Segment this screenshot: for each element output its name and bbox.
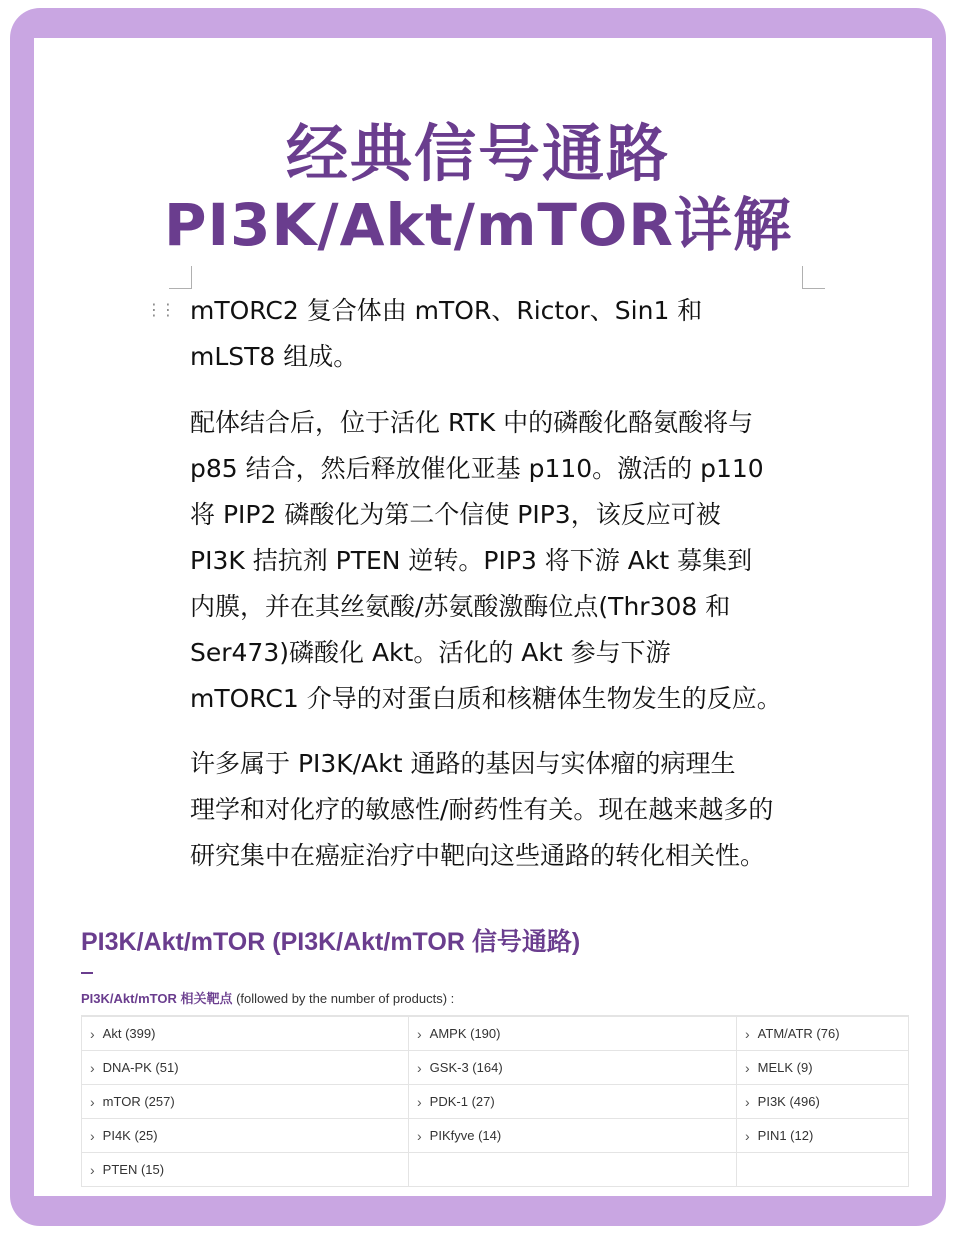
section-subtitle-rest: (followed by the number of products) : bbox=[232, 991, 455, 1006]
drag-handle-icon[interactable]: ⋮⋮ bbox=[146, 300, 174, 319]
target-label: AMPK (190) bbox=[429, 1026, 501, 1041]
chevron-right-icon: › bbox=[90, 1161, 95, 1178]
target-link[interactable] bbox=[81, 1153, 408, 1187]
target-label: PI4K (25) bbox=[102, 1128, 158, 1143]
paragraph-line: Ser473)磷酸化 Akt。活化的 Akt 参与下游 bbox=[190, 638, 671, 667]
paragraph-2[interactable] bbox=[190, 400, 810, 722]
chevron-right-icon: › bbox=[745, 1059, 750, 1076]
section-subtitle-bold: PI3K/Akt/mTOR 相关靶点 bbox=[81, 991, 233, 1006]
page-margin-corner-right bbox=[802, 266, 825, 289]
target-label: DNA-PK (51) bbox=[102, 1060, 179, 1075]
target-label: ATM/ATR (76) bbox=[757, 1026, 840, 1041]
chevron-right-icon: › bbox=[745, 1127, 750, 1144]
target-link[interactable] bbox=[408, 1051, 736, 1085]
target-grid bbox=[81, 1015, 909, 1187]
target-empty-cell bbox=[408, 1153, 736, 1187]
paragraph-line: mTORC1 介导的对蛋白质和核糖体生物发生的反应。 bbox=[190, 684, 782, 713]
target-link[interactable] bbox=[408, 1085, 736, 1119]
paragraph-line: mTORC2 复合体由 mTOR、Rictor、Sin1 和 bbox=[190, 296, 703, 325]
target-link[interactable] bbox=[81, 1051, 408, 1085]
title-line-1: 经典信号通路 bbox=[285, 117, 670, 190]
target-link[interactable] bbox=[408, 1119, 736, 1153]
paragraph-line: 将 PIP2 磷酸化为第二个信使 PIP3，该反应可被 bbox=[190, 500, 721, 529]
paragraph-line: 许多属于 PI3K/Akt 通路的基因与实体瘤的病理生 bbox=[190, 749, 736, 778]
target-label: PTEN (15) bbox=[102, 1162, 165, 1177]
paragraph-line: 内膜，并在其丝氨酸/苏氨酸激酶位点(Thr308 和 bbox=[190, 592, 731, 621]
paragraph-line: PI3K 拮抗剂 PTEN 逆转。PIP3 将下游 Akt 募集到 bbox=[190, 546, 753, 575]
chevron-right-icon: › bbox=[90, 1025, 95, 1042]
chevron-right-icon: › bbox=[417, 1025, 422, 1042]
target-link[interactable] bbox=[736, 1051, 909, 1085]
paragraph-1[interactable] bbox=[190, 288, 810, 380]
paragraph-3[interactable] bbox=[190, 741, 810, 879]
target-link[interactable] bbox=[408, 1017, 736, 1051]
target-link[interactable] bbox=[736, 1119, 909, 1153]
target-label: PI3K (496) bbox=[757, 1094, 820, 1109]
title-line-2: PI3K/Akt/mTOR详解 bbox=[164, 191, 792, 259]
chevron-right-icon: › bbox=[90, 1059, 95, 1076]
target-link[interactable] bbox=[81, 1085, 408, 1119]
section-divider bbox=[81, 972, 93, 974]
chevron-right-icon: › bbox=[90, 1093, 95, 1110]
target-label: PIN1 (12) bbox=[757, 1128, 814, 1143]
page-margin-corner-left bbox=[169, 266, 192, 289]
target-link[interactable] bbox=[81, 1017, 408, 1051]
target-empty-cell bbox=[736, 1153, 909, 1187]
paragraph-line: 研究集中在癌症治疗中靶向这些通路的转化相关性。 bbox=[190, 841, 766, 870]
target-label: Akt (399) bbox=[102, 1026, 156, 1041]
target-label: mTOR (257) bbox=[102, 1094, 175, 1109]
paragraph-line: p85 结合，然后释放催化亚基 p110。激活的 p110 bbox=[190, 454, 764, 483]
target-link[interactable] bbox=[81, 1119, 408, 1153]
chevron-right-icon: › bbox=[90, 1127, 95, 1144]
chevron-right-icon: › bbox=[745, 1025, 750, 1042]
target-label: PDK-1 (27) bbox=[429, 1094, 495, 1109]
paragraph-line: 理学和对化疗的敏感性/耐药性有关。现在越来越多的 bbox=[190, 795, 774, 824]
target-link[interactable] bbox=[736, 1085, 909, 1119]
section-subtitle bbox=[81, 988, 454, 1007]
chevron-right-icon: › bbox=[417, 1093, 422, 1110]
target-label: MELK (9) bbox=[757, 1060, 813, 1075]
chevron-right-icon: › bbox=[417, 1127, 422, 1144]
target-label: GSK-3 (164) bbox=[429, 1060, 503, 1075]
section-title: PI3K/Akt/mTOR (PI3K/Akt/mTOR 信号通路) bbox=[81, 928, 581, 956]
paragraph-line: 配体结合后，位于活化 RTK 中的磷酸化酪氨酸将与 bbox=[190, 408, 754, 437]
paragraph-line: mLST8 组成。 bbox=[190, 342, 359, 371]
chevron-right-icon: › bbox=[745, 1093, 750, 1110]
chevron-right-icon: › bbox=[417, 1059, 422, 1076]
target-label: PIKfyve (14) bbox=[429, 1128, 502, 1143]
target-link[interactable] bbox=[736, 1017, 909, 1051]
